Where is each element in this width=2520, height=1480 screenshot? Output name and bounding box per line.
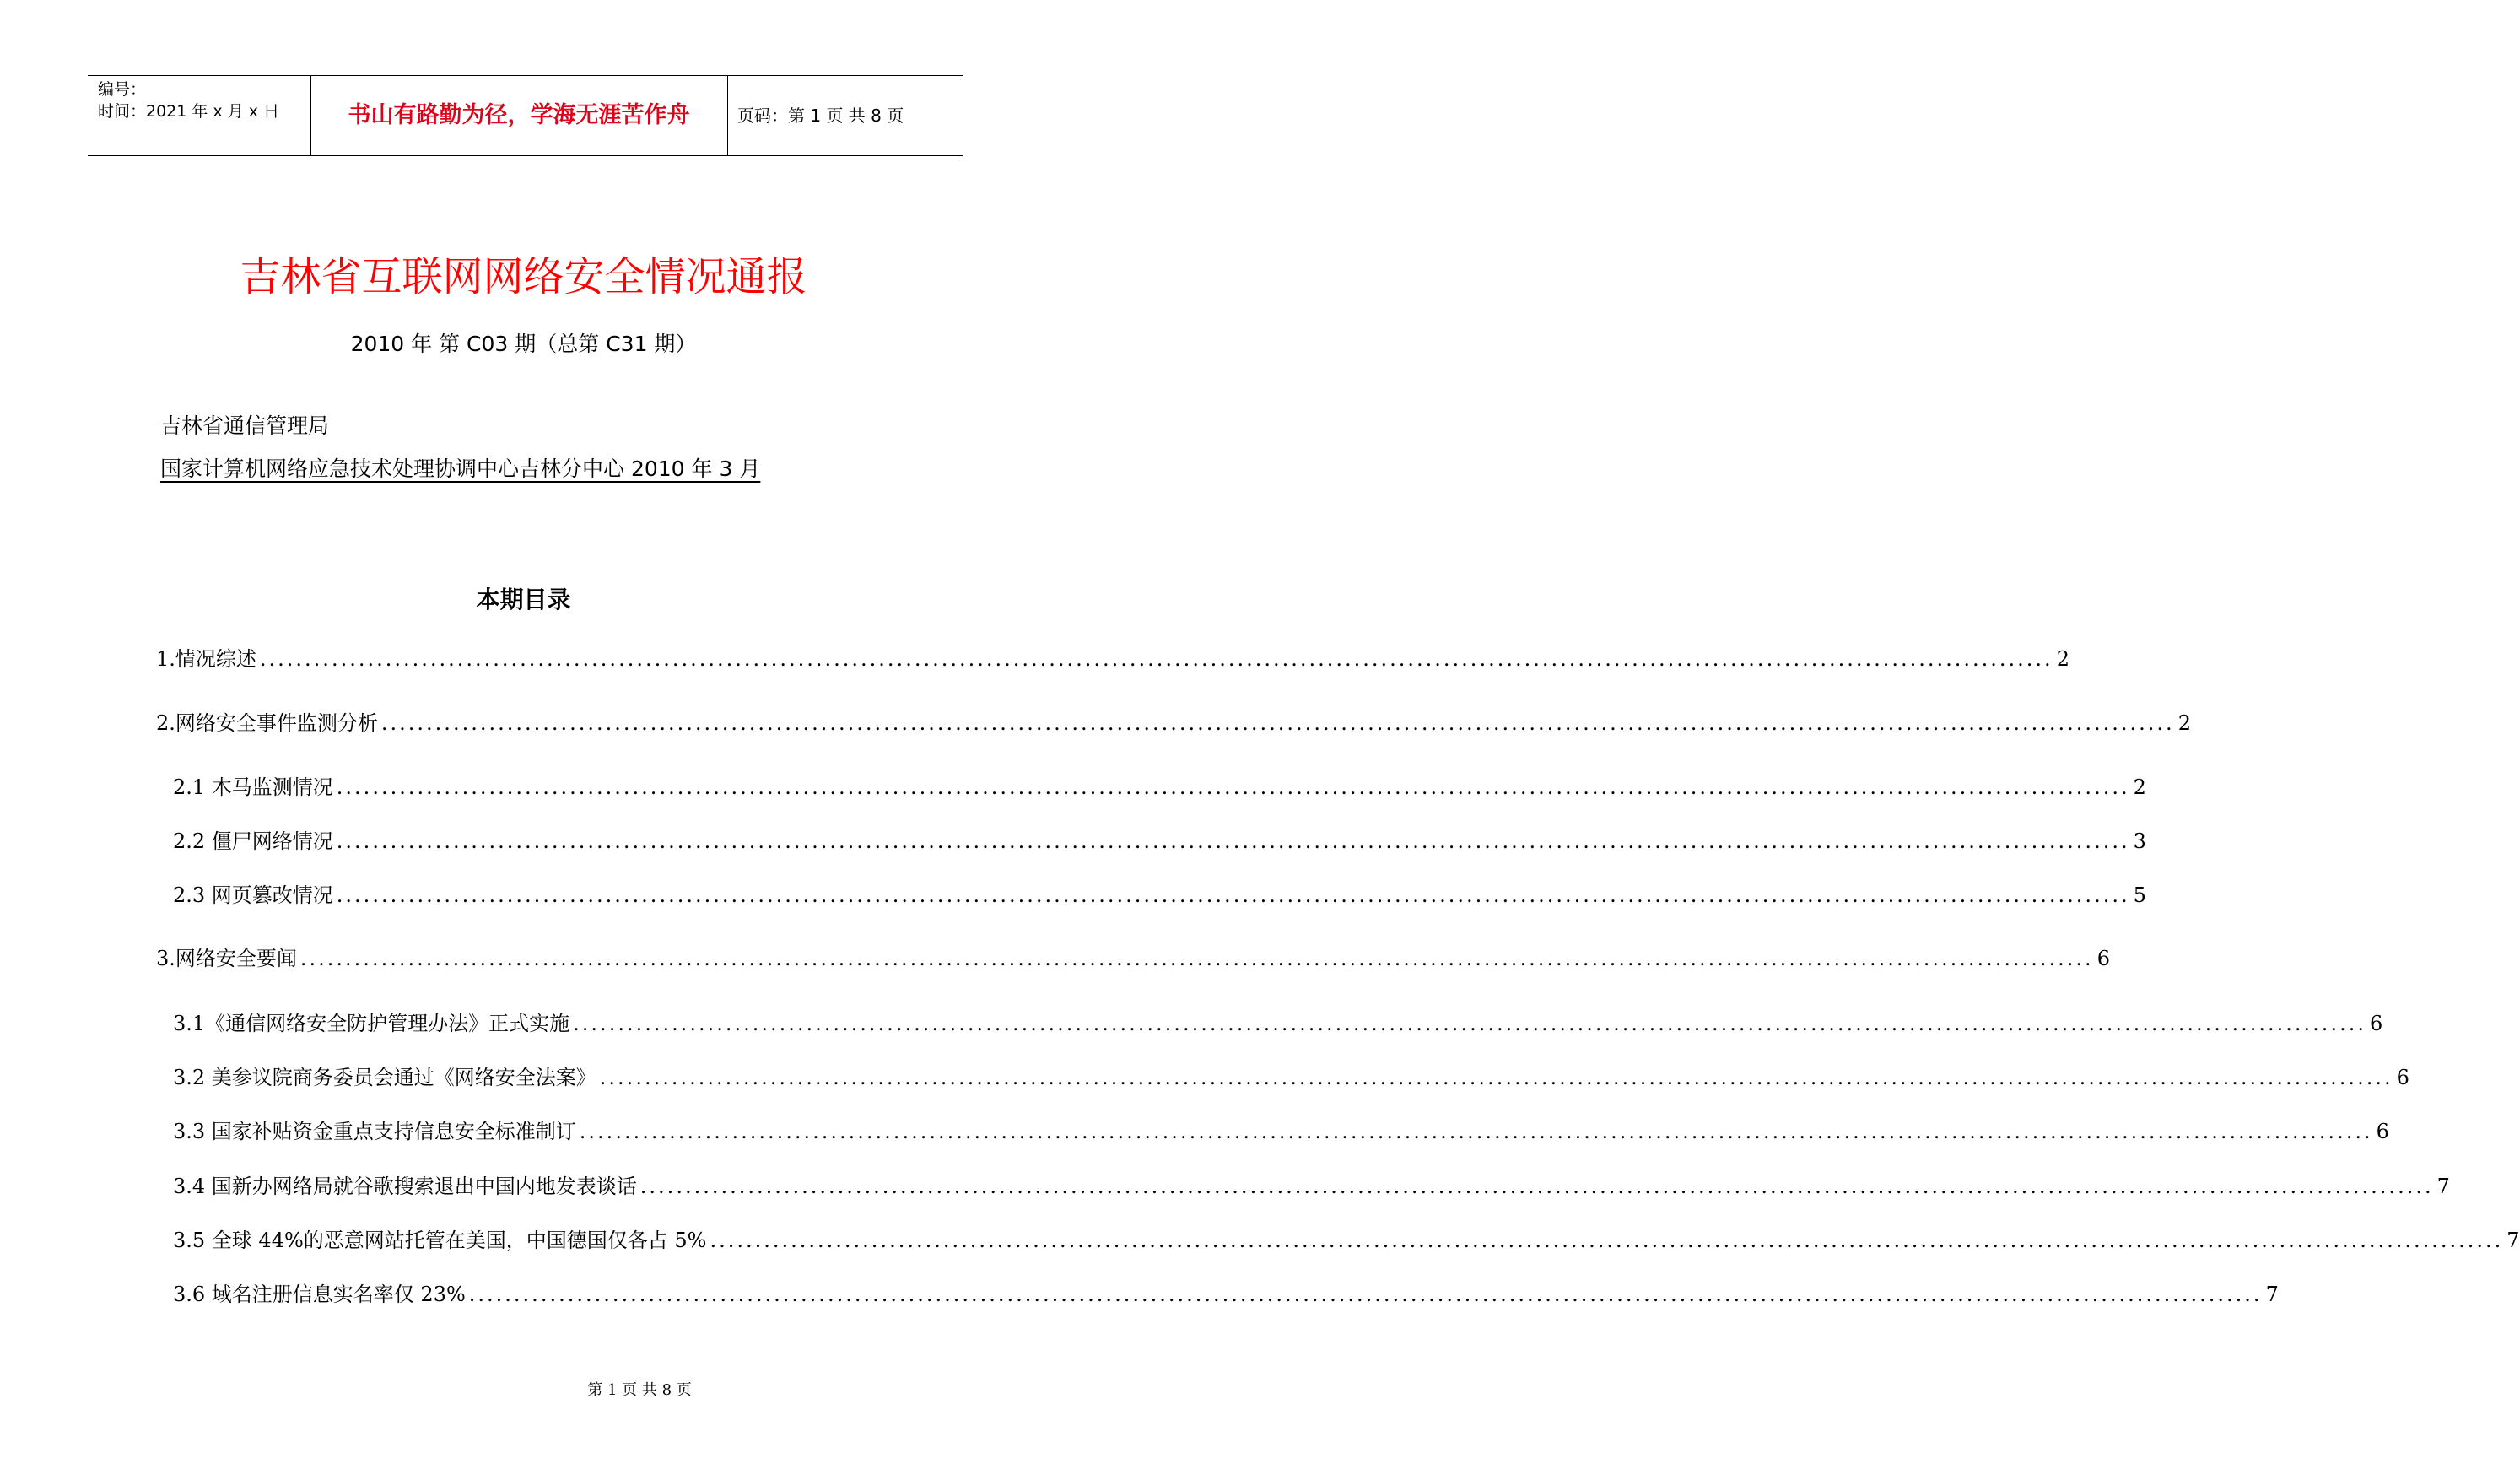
toc-leader-dots: ........................................................................................................................................................................................................ [336, 775, 2130, 799]
toc-entry-label: 1.情况综述 [156, 647, 256, 671]
issue-number: 2010 年 第 C03 期（总第 C31 期） [350, 332, 697, 356]
toc-entry-page: 6 [2376, 1120, 2389, 1143]
toc-entry-page: 7 [2436, 1175, 2450, 1198]
toc-entry[interactable] [173, 1227, 2520, 1254]
toc-entry-page: 6 [2396, 1066, 2409, 1089]
document-number-label: 编号： [98, 80, 147, 99]
header-motto: 书山有路勤为径，学海无涯苦作舟 [348, 102, 690, 128]
toc-leader-dots: ........................................................................................................................................................................................................ [710, 1229, 2504, 1252]
toc-entry-page: 7 [2507, 1229, 2520, 1252]
toc-entry-page: 5 [2133, 883, 2146, 907]
toc-entry-label: 3.网络安全要闻 [156, 947, 297, 970]
document-time-label: 时间：2021 年 x 月 x 日 [98, 102, 280, 121]
toc-leader-dots: ........................................................................................................................................................................................................ [259, 647, 2053, 671]
toc-entry[interactable] [173, 1118, 2389, 1145]
issuing-org-2: 国家计算机网络应急技术处理协调中心吉林分中心 2010 年 3 月 [160, 456, 761, 481]
toc-entry[interactable] [173, 882, 2146, 909]
toc-entry[interactable] [156, 710, 2191, 737]
toc-leader-dots: ........................................................................................................................................................................................................ [579, 1120, 2373, 1143]
toc-leader-dots: ........................................................................................................................................................................................................ [573, 1012, 2366, 1035]
toc-heading: 本期目录 [476, 586, 571, 613]
toc-entry-label: 3.1《通信网络安全防护管理办法》正式实施 [173, 1012, 570, 1035]
toc-entry-label: 2.2 僵尸网络情况 [173, 829, 333, 853]
toc-entry-label: 3.5 全球 44%的恶意网站托管在美国，中国德国仅各占 5% [173, 1229, 707, 1252]
toc-entry-page: 2 [2056, 647, 2069, 671]
toc-entry[interactable] [173, 774, 2146, 801]
footer-page-number: 第 1 页 共 8 页 [587, 1381, 692, 1399]
toc-entry-label: 2.1 木马监测情况 [173, 775, 333, 799]
toc-entry-page: 6 [2369, 1012, 2383, 1035]
page-footer [0, 1380, 1047, 1401]
toc-entry-page: 2 [2133, 775, 2146, 799]
toc-leader-dots: ........................................................................................................................................................................................................ [336, 883, 2130, 907]
toc-entry-label: 3.3 国家补贴资金重点支持信息安全标准制订 [173, 1120, 576, 1143]
document-title: 吉林省互联网网络安全情况通报 [240, 253, 807, 300]
toc-leader-dots: ........................................................................................................................................................................................................ [299, 947, 2094, 970]
issuing-org-1: 吉林省通信管理局 [160, 413, 330, 438]
toc-entry-page: 3 [2133, 829, 2146, 853]
toc-entry-label: 3.4 国新办网络局就谷歌搜索退出中国内地发表谈话 [173, 1175, 637, 1198]
toc-entry[interactable] [173, 828, 2146, 855]
toc-entry-label: 2.网络安全事件监测分析 [156, 711, 378, 735]
toc-entry-label: 2.3 网页篡改情况 [173, 883, 333, 907]
toc-entry-label: 3.2 美参议院商务委员会通过《网络安全法案》 [173, 1066, 596, 1089]
toc-entry-page: 2 [2177, 711, 2191, 735]
toc-entry[interactable] [156, 945, 2110, 972]
toc-leader-dots: ........................................................................................................................................................................................................ [336, 829, 2130, 853]
header-page-info: 页码：第 1 页 共 8 页 [737, 105, 904, 126]
toc-entry[interactable] [173, 1173, 2450, 1200]
toc-entry[interactable] [173, 1064, 2409, 1091]
toc-entry[interactable] [173, 1281, 2279, 1308]
toc-entry-page: 7 [2265, 1283, 2279, 1306]
toc-leader-dots: ........................................................................................................................................................................................................ [599, 1066, 2393, 1089]
toc-entry[interactable] [173, 1010, 2383, 1037]
toc-leader-dots: ........................................................................................................................................................................................................ [468, 1283, 2263, 1306]
toc-entry-page: 6 [2096, 947, 2110, 970]
toc-entry[interactable] [156, 645, 2069, 672]
toc-leader-dots: ........................................................................................................................................................................................................ [639, 1175, 2434, 1198]
toc-entry-label: 3.6 域名注册信息实名率仅 23% [173, 1283, 466, 1306]
toc-leader-dots: ........................................................................................................................................................................................................ [380, 711, 2175, 735]
